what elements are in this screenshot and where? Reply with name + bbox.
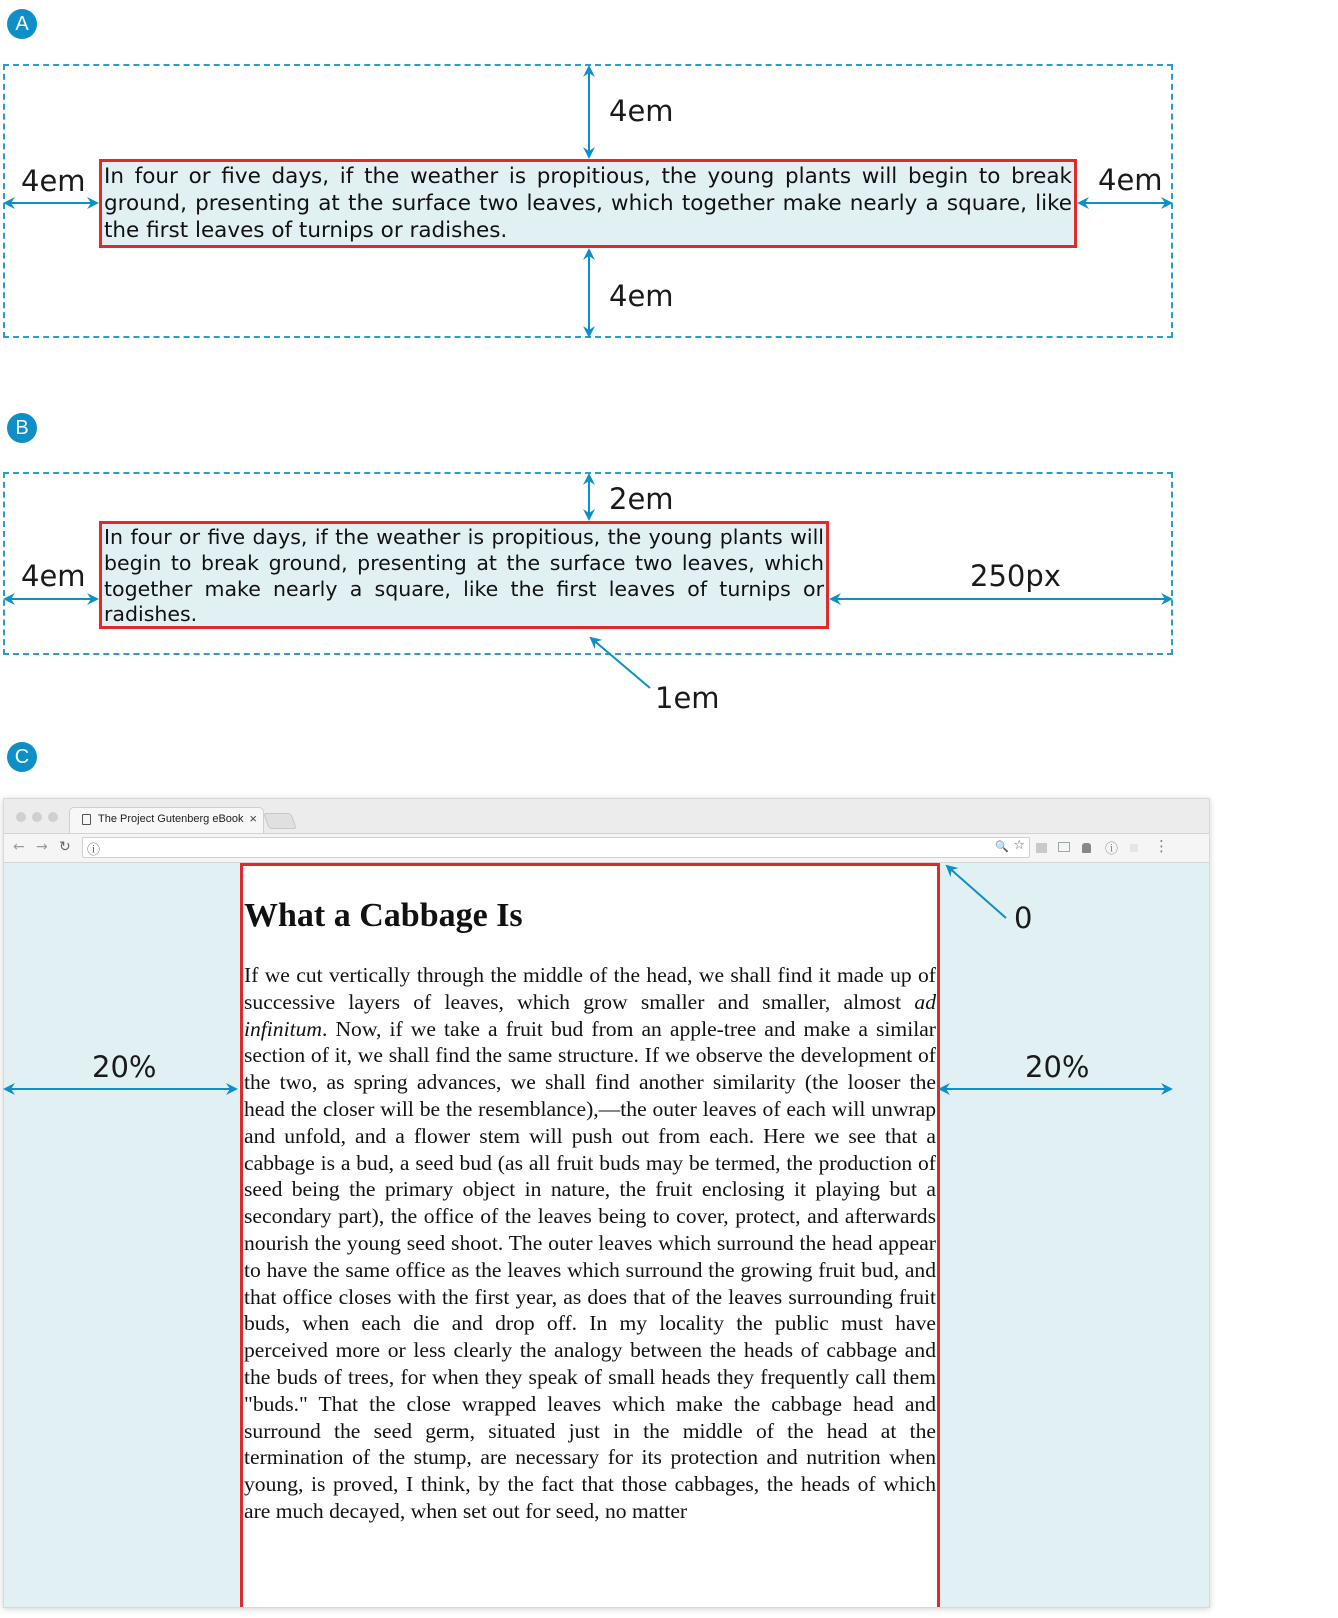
back-icon[interactable]: ←	[13, 839, 25, 855]
info-extension-icon[interactable]: ⓘ	[1105, 842, 1119, 857]
zoom-icon[interactable]: 🔍	[995, 840, 1009, 853]
panel-b-paragraph: In four or five days, if the weather is propitious, the young plants will begin to break ground, presenting at the surface two leaves, which together make nearly a square, like the first leaves of turnips or radishes.	[99, 521, 829, 629]
reload-icon[interactable]: ↻	[59, 839, 71, 855]
panel-b-top-label: 2em	[609, 482, 674, 516]
panel-a-left-label: 4em	[21, 164, 86, 198]
bookmark-star-icon[interactable]: ☆	[1013, 838, 1025, 853]
panel-a-right-label: 4em	[1098, 163, 1163, 197]
body-text-rest: . Now, if we take a fruit bud from an apple-tree and make a similar section of it, we shall find the same structure. If we observe the development of the two, as spring advances, we shall find another similarity (the looser the head the closer will be the resemblance),—the outer leaves of each will unwrap and unfold, and a flower stem will push out from each. Here we see that a cabbage is a bud, a seed bud (as all fruit buds may be termed, the production of seed being the primary object in nature, the fruit enclosing it playing but a secondary part), the office of the leaves being to cover, protect, and afterwards nourish the young seed shoot. The outer leaves which surround the head appear to have the same office as the leaves which surround the growing fruit bud, and that office closes with the first year, as does that of the leaves surrounding fruit buds, when each die and drop off. In my locality the public must have perceived more or less clearly the analogy between the heads of cabbage and the buds of trees, for when they speak of small heads they frequently call them "buds." That the close wrapped leaves which make the cabbage head and surround the seed germ, situated just in the middle of the head at the termination of the stump, are necessary for its protection and nutrition when young, is proved, I think, by the fact that those cabbages, the heads of which are much decayed, when set out for seed, no matter	[244, 1016, 936, 1523]
badge-a: A	[7, 9, 37, 39]
body-italic-phrase: ad infinitum	[244, 989, 936, 1041]
panel-b-left-label: 4em	[21, 559, 86, 593]
menu-icon[interactable]: ⋮	[1154, 837, 1169, 855]
panel-b-bottom-pointer	[591, 638, 650, 688]
panel-a-paragraph: In four or five days, if the weather is propitious, the young plants will begin to break ground, presenting at the surface two leaves, which together make nearly a square, like the first leaves of turnips or radishes.	[99, 159, 1077, 248]
body-text-start: If we cut vertically through the middle of the head, we shall find it made up of successive layers of leaves, which grow smaller and smaller, almost	[244, 963, 936, 1014]
panel-c-right-label: 20%	[1025, 1050, 1090, 1084]
page-heading: What a Cabbage Is	[244, 897, 523, 934]
panel-b-bottom-label: 1em	[655, 681, 720, 715]
forward-icon[interactable]: →	[36, 839, 48, 855]
tab-close-icon[interactable]: ×	[249, 811, 257, 826]
panel-a-bottom-label: 4em	[609, 279, 674, 313]
tab-title: The Project Gutenberg eBook	[98, 813, 244, 825]
panel-c-top-pointer	[947, 866, 1006, 918]
panel-b-right-label: 250px	[970, 559, 1061, 593]
panel-c-top-label: 0	[1014, 901, 1033, 935]
badge-b: B	[7, 413, 37, 443]
panel-c-left-label: 20%	[92, 1050, 157, 1084]
panel-a-top-label: 4em	[609, 94, 674, 128]
badge-c: C	[7, 742, 37, 772]
info-icon[interactable]: ⓘ	[87, 843, 101, 858]
